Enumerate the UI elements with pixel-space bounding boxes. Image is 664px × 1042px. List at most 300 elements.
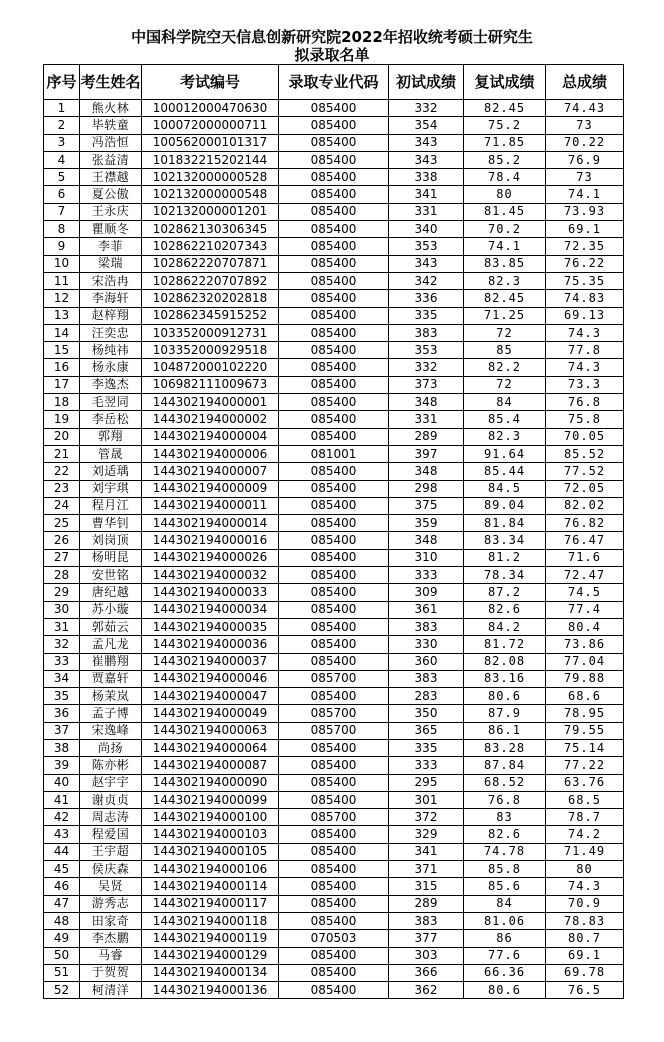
student-name: 王永庆 [80,203,142,220]
row-index: 1 [44,100,80,117]
initial-score: 377 [389,930,464,947]
student-name: 孟子博 [80,705,142,722]
header-name: 考生姓名 [80,65,142,100]
exam-id: 144302194000090 [142,774,279,791]
student-name: 冯浩恒 [80,134,142,151]
retest-score: 91.64 [464,445,546,462]
student-name: 张益清 [80,151,142,168]
row-index: 37 [44,722,80,739]
total-score: 71.49 [546,843,624,860]
total-score: 77.8 [546,342,624,359]
student-name: 程月江 [80,497,142,514]
exam-id: 102132000001201 [142,203,279,220]
retest-score: 72 [464,376,546,393]
initial-score: 343 [389,134,464,151]
table-row [44,324,624,341]
table-row [44,895,624,912]
initial-score: 310 [389,549,464,566]
total-score: 76.5 [546,982,624,999]
initial-score: 360 [389,653,464,670]
major-code: 085400 [279,843,389,860]
student-name: 于贺贺 [80,964,142,981]
major-code: 085400 [279,376,389,393]
table-row [44,791,624,808]
student-name: 宋逸峰 [80,722,142,739]
table-row [44,411,624,428]
row-index: 3 [44,134,80,151]
header-exam-id: 考试编号 [142,65,279,100]
initial-score: 332 [389,100,464,117]
exam-id: 144302194000016 [142,532,279,549]
major-code: 085400 [279,878,389,895]
total-score: 80.4 [546,618,624,635]
student-name: 赵宇宇 [80,774,142,791]
table-row [44,930,624,947]
total-score: 73 [546,117,624,134]
exam-id: 103352000929518 [142,342,279,359]
initial-score: 338 [389,169,464,186]
table-row [44,255,624,272]
table-row [44,757,624,774]
student-name: 陈亦彬 [80,757,142,774]
exam-id: 104872000102220 [142,359,279,376]
total-score: 73 [546,169,624,186]
student-name: 田家奇 [80,912,142,929]
initial-score: 289 [389,895,464,912]
student-name: 曹华钊 [80,515,142,532]
major-code: 085400 [279,549,389,566]
initial-score: 397 [389,445,464,462]
exam-id: 102862130306345 [142,221,279,238]
exam-id: 144302194000087 [142,757,279,774]
total-score: 70.9 [546,895,624,912]
table-row [44,549,624,566]
exam-id: 144302194000106 [142,861,279,878]
major-code: 085400 [279,186,389,203]
retest-score: 81.06 [464,912,546,929]
total-score: 78.7 [546,809,624,826]
retest-score: 83.16 [464,670,546,687]
row-index: 4 [44,151,80,168]
student-name: 夏公傲 [80,186,142,203]
student-name: 毕轶童 [80,117,142,134]
major-code: 085400 [279,324,389,341]
student-name: 苏小璇 [80,601,142,618]
initial-score: 330 [389,636,464,653]
table-row [44,203,624,220]
retest-score: 87.84 [464,757,546,774]
student-name: 赵梓翔 [80,307,142,324]
initial-score: 348 [389,394,464,411]
row-index: 49 [44,930,80,947]
total-score: 74.83 [546,290,624,307]
row-index: 47 [44,895,80,912]
total-score: 76.82 [546,515,624,532]
row-index: 40 [44,774,80,791]
retest-score: 85.2 [464,151,546,168]
total-score: 78.95 [546,705,624,722]
total-score: 73.86 [546,636,624,653]
row-index: 19 [44,411,80,428]
major-code: 085400 [279,964,389,981]
retest-score: 81.45 [464,203,546,220]
initial-score: 333 [389,757,464,774]
major-code: 085400 [279,982,389,999]
retest-score: 74.1 [464,238,546,255]
total-score: 68.6 [546,688,624,705]
total-score: 76.47 [546,532,624,549]
exam-id: 144302194000034 [142,601,279,618]
table-row [44,186,624,203]
total-score: 70.05 [546,428,624,445]
initial-score: 365 [389,722,464,739]
total-score: 75.35 [546,272,624,289]
initial-score: 371 [389,861,464,878]
exam-id: 144302194000037 [142,653,279,670]
total-score: 79.88 [546,670,624,687]
exam-id: 144302194000105 [142,843,279,860]
row-index: 14 [44,324,80,341]
major-code: 085400 [279,428,389,445]
table-row [44,618,624,635]
initial-score: 335 [389,307,464,324]
exam-id: 144302194000026 [142,549,279,566]
retest-score: 86 [464,930,546,947]
table-row [44,100,624,117]
student-name: 孟凡龙 [80,636,142,653]
total-score: 79.55 [546,722,624,739]
initial-score: 375 [389,497,464,514]
major-code: 085400 [279,480,389,497]
major-code: 085400 [279,238,389,255]
student-name: 尚扬 [80,739,142,756]
exam-id: 144302194000136 [142,982,279,999]
exam-id: 102862220707871 [142,255,279,272]
row-index: 12 [44,290,80,307]
total-score: 74.5 [546,584,624,601]
student-name: 刘宇琪 [80,480,142,497]
initial-score: 332 [389,359,464,376]
initial-score: 354 [389,117,464,134]
table-row [44,947,624,964]
row-index: 36 [44,705,80,722]
student-name: 郭翔 [80,428,142,445]
row-index: 10 [44,255,80,272]
major-code: 085400 [279,151,389,168]
exam-id: 144302194000047 [142,688,279,705]
table-row [44,739,624,756]
retest-score: 68.52 [464,774,546,791]
table-row [44,982,624,999]
total-score: 80 [546,861,624,878]
initial-score: 309 [389,584,464,601]
row-index: 51 [44,964,80,981]
exam-id: 144302194000103 [142,826,279,843]
retest-score: 84 [464,394,546,411]
retest-score: 71.25 [464,307,546,324]
table-row [44,134,624,151]
exam-id: 144302194000033 [142,584,279,601]
exam-id: 144302194000006 [142,445,279,462]
major-code: 070503 [279,930,389,947]
row-index: 44 [44,843,80,860]
table-row [44,774,624,791]
retest-score: 80.6 [464,982,546,999]
major-code: 085400 [279,134,389,151]
major-code: 085400 [279,826,389,843]
total-score: 77.52 [546,463,624,480]
retest-score: 77.6 [464,947,546,964]
total-score: 72.05 [546,480,624,497]
header-total-score: 总成绩 [546,65,624,100]
table-row [44,428,624,445]
row-index: 21 [44,445,80,462]
exam-id: 102132000000528 [142,169,279,186]
initial-score: 343 [389,151,464,168]
total-score: 74.3 [546,878,624,895]
row-index: 29 [44,584,80,601]
major-code: 085400 [279,117,389,134]
retest-score: 82.2 [464,359,546,376]
student-name: 李岳松 [80,411,142,428]
initial-score: 348 [389,532,464,549]
row-index: 27 [44,549,80,566]
initial-score: 348 [389,463,464,480]
retest-score: 89.04 [464,497,546,514]
retest-score: 71.85 [464,134,546,151]
initial-score: 331 [389,203,464,220]
total-score: 69.78 [546,964,624,981]
table-row [44,826,624,843]
initial-score: 383 [389,618,464,635]
retest-score: 81.2 [464,549,546,566]
initial-score: 383 [389,324,464,341]
student-name: 吴贤 [80,878,142,895]
major-code: 085400 [279,567,389,584]
initial-score: 333 [389,567,464,584]
total-score: 78.83 [546,912,624,929]
exam-id: 144302194000099 [142,791,279,808]
exam-id: 102862210207343 [142,238,279,255]
table-row [44,912,624,929]
table-row [44,290,624,307]
table-row [44,394,624,411]
total-score: 72.35 [546,238,624,255]
major-code: 085400 [279,895,389,912]
header-index: 序号 [44,65,80,100]
table-row [44,964,624,981]
total-score: 68.5 [546,791,624,808]
retest-score: 87.9 [464,705,546,722]
row-index: 41 [44,791,80,808]
table-row [44,238,624,255]
table-row [44,445,624,462]
exam-id: 102862320202818 [142,290,279,307]
major-code: 085700 [279,705,389,722]
initial-score: 335 [389,739,464,756]
row-index: 31 [44,618,80,635]
total-score: 74.3 [546,359,624,376]
row-index: 18 [44,394,80,411]
student-name: 刘岗顶 [80,532,142,549]
initial-score: 289 [389,428,464,445]
exam-id: 144302194000134 [142,964,279,981]
initial-score: 343 [389,255,464,272]
student-name: 梁瑞 [80,255,142,272]
initial-score: 283 [389,688,464,705]
retest-score: 80.6 [464,688,546,705]
major-code: 085400 [279,584,389,601]
retest-score: 85.6 [464,878,546,895]
retest-score: 85.44 [464,463,546,480]
retest-score: 82.6 [464,826,546,843]
row-index: 48 [44,912,80,929]
student-name: 侯庆森 [80,861,142,878]
exam-id: 144302194000035 [142,618,279,635]
major-code: 085400 [279,912,389,929]
total-score: 77.22 [546,757,624,774]
total-score: 76.22 [546,255,624,272]
total-score: 75.14 [546,739,624,756]
student-name: 安世铭 [80,567,142,584]
exam-id: 144302194000114 [142,878,279,895]
major-code: 085400 [279,515,389,532]
initial-score: 341 [389,186,464,203]
total-score: 69.13 [546,307,624,324]
student-name: 杨永康 [80,359,142,376]
student-name: 管晟 [80,445,142,462]
initial-score: 329 [389,826,464,843]
major-code: 085400 [279,618,389,635]
student-name: 李菲 [80,238,142,255]
table-row [44,342,624,359]
table-row [44,463,624,480]
major-code: 085400 [279,394,389,411]
major-code: 085400 [279,532,389,549]
row-index: 38 [44,739,80,756]
retest-score: 81.84 [464,515,546,532]
exam-id: 144302194000007 [142,463,279,480]
major-code: 085400 [279,791,389,808]
row-index: 39 [44,757,80,774]
student-name: 程爱国 [80,826,142,843]
initial-score: 362 [389,982,464,999]
initial-score: 340 [389,221,464,238]
major-code: 085400 [279,636,389,653]
retest-score: 83.85 [464,255,546,272]
retest-score: 84.5 [464,480,546,497]
exam-id: 100012000470630 [142,100,279,117]
table-row [44,359,624,376]
exam-id: 144302194000002 [142,411,279,428]
major-code: 085400 [279,739,389,756]
row-index: 24 [44,497,80,514]
exam-id: 144302194000004 [142,428,279,445]
major-code: 085400 [279,290,389,307]
table-row [44,653,624,670]
row-index: 2 [44,117,80,134]
major-code: 085400 [279,601,389,618]
student-name: 李杰鹏 [80,930,142,947]
initial-score: 383 [389,912,464,929]
student-name: 贾嘉轩 [80,670,142,687]
row-index: 35 [44,688,80,705]
student-name: 毛翌同 [80,394,142,411]
table-header-row [44,65,624,100]
major-code: 085700 [279,722,389,739]
initial-score: 295 [389,774,464,791]
row-index: 23 [44,480,80,497]
exam-id: 144302194000011 [142,497,279,514]
exam-id: 144302194000064 [142,739,279,756]
initial-score: 373 [389,376,464,393]
initial-score: 353 [389,342,464,359]
retest-score: 81.72 [464,636,546,653]
student-name: 周志涛 [80,809,142,826]
row-index: 8 [44,221,80,238]
initial-score: 301 [389,791,464,808]
major-code: 085400 [279,221,389,238]
retest-score: 78.4 [464,169,546,186]
table-row [44,878,624,895]
initial-score: 383 [389,670,464,687]
total-score: 69.1 [546,947,624,964]
student-name: 柯清洋 [80,982,142,999]
total-score: 74.3 [546,324,624,341]
total-score: 74.1 [546,186,624,203]
student-name: 唐纪越 [80,584,142,601]
row-index: 11 [44,272,80,289]
row-index: 42 [44,809,80,826]
student-name: 杨明昆 [80,549,142,566]
table-row [44,515,624,532]
row-index: 43 [44,826,80,843]
retest-score: 83.28 [464,739,546,756]
table-row [44,272,624,289]
total-score: 77.04 [546,653,624,670]
exam-id: 144302194000117 [142,895,279,912]
major-code: 085400 [279,307,389,324]
major-code: 085700 [279,670,389,687]
initial-score: 331 [389,411,464,428]
row-index: 22 [44,463,80,480]
major-code: 085400 [279,757,389,774]
major-code: 085400 [279,359,389,376]
table-row [44,843,624,860]
major-code: 085400 [279,255,389,272]
exam-id: 100072000000711 [142,117,279,134]
major-code: 085400 [279,688,389,705]
total-score: 82.02 [546,497,624,514]
major-code: 085400 [279,203,389,220]
total-score: 73.3 [546,376,624,393]
student-name: 王宇超 [80,843,142,860]
initial-score: 298 [389,480,464,497]
exam-id: 144302194000063 [142,722,279,739]
retest-score: 74.78 [464,843,546,860]
student-name: 谢贞贞 [80,791,142,808]
retest-score: 85.4 [464,411,546,428]
initial-score: 336 [389,290,464,307]
row-index: 5 [44,169,80,186]
table-row [44,307,624,324]
table-row [44,636,624,653]
exam-id: 144302194000129 [142,947,279,964]
header-retest-score: 复试成绩 [464,65,546,100]
student-name: 李海轩 [80,290,142,307]
initial-score: 342 [389,272,464,289]
table-row [44,169,624,186]
